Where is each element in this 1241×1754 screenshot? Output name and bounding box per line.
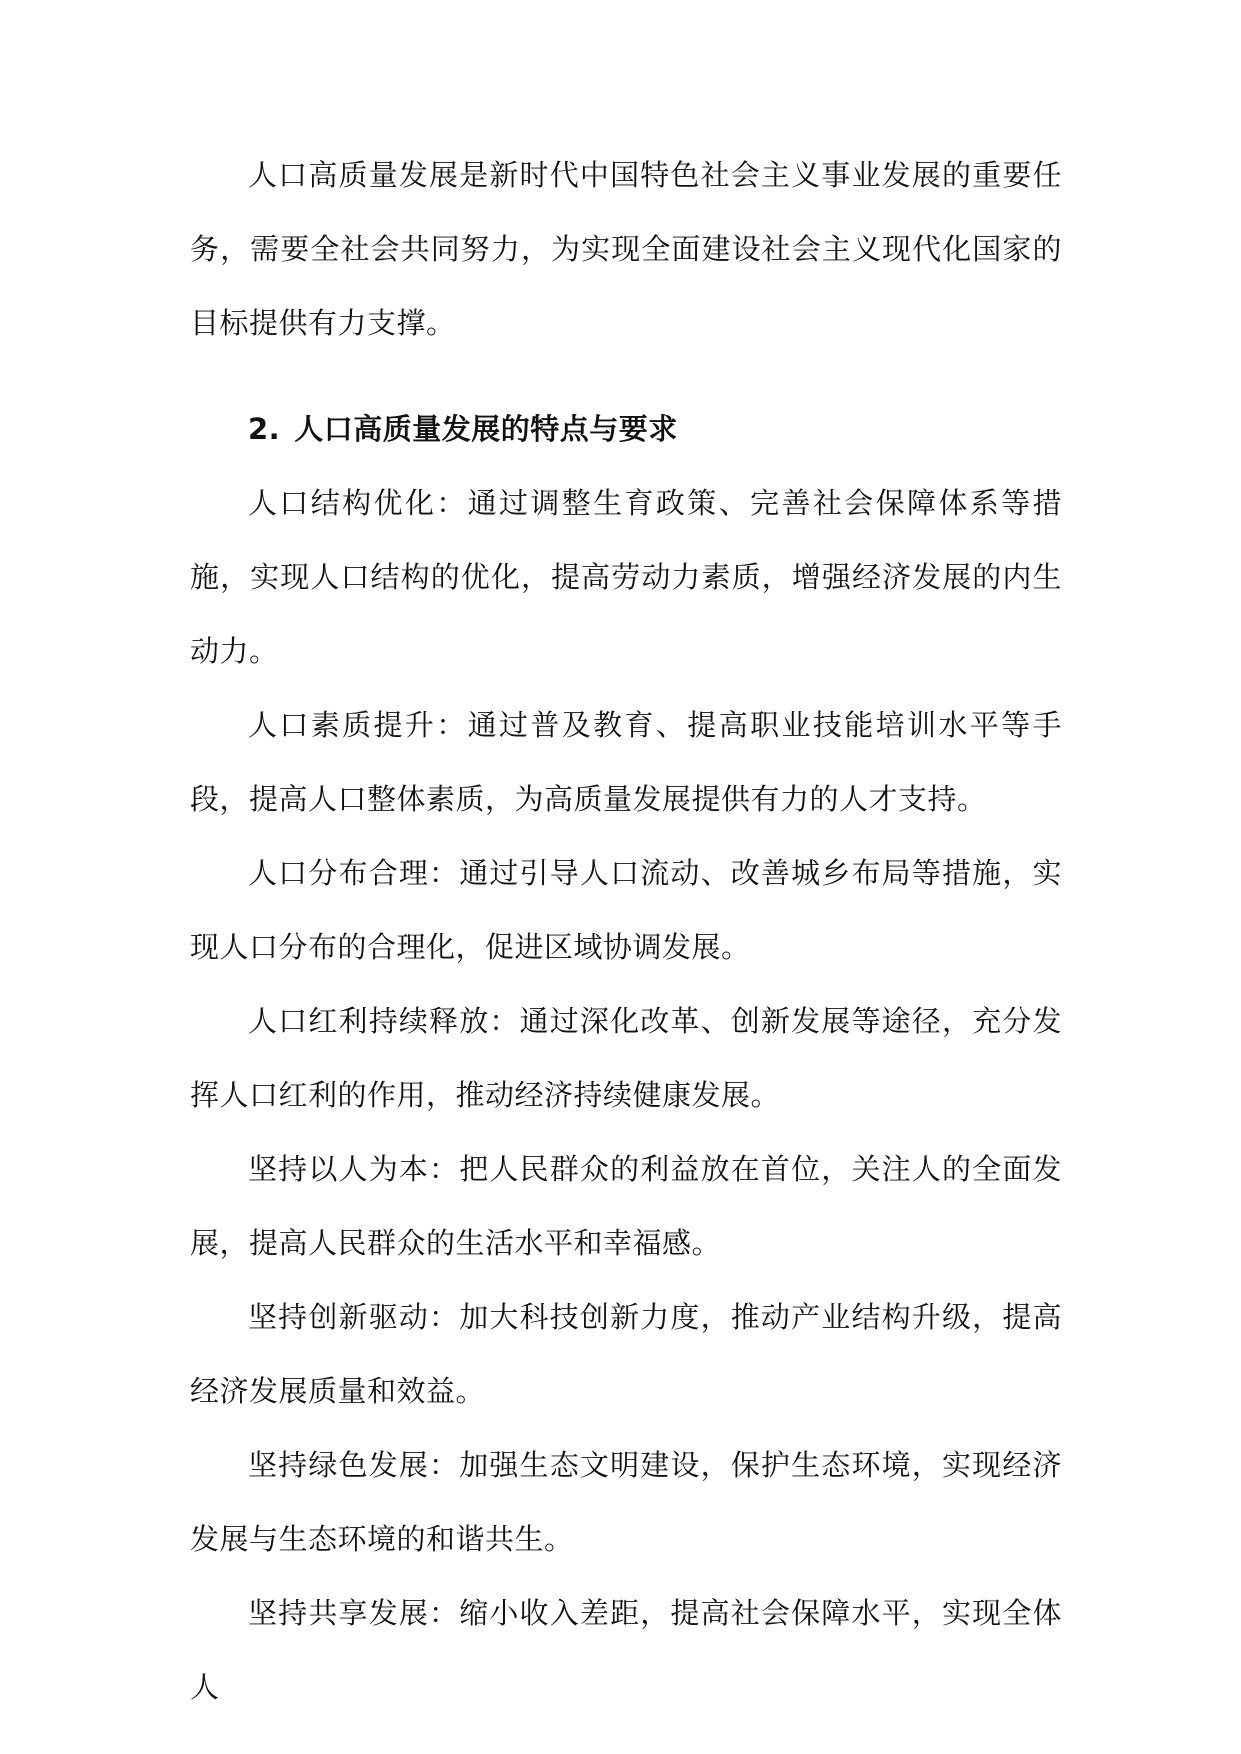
section-title: 人口高质量发展的特点与要求 bbox=[294, 412, 678, 446]
intro-paragraph: 人口高质量发展是新时代中国特色社会主义事业发展的重要任务，需要全社会共同努力，为实现全面建设社会主义现代化国家的目标提供有力支撑。 bbox=[190, 158, 1062, 340]
paragraph-green-development: 坚持绿色发展：加强生态文明建设，保护生态环境，实现经济发展与生态环境的和谐共生。 bbox=[190, 1448, 1062, 1556]
paragraph-population-distribution: 人口分布合理：通过引导人口流动、改善城乡布局等措施，实现人口分布的合理化，促进区域协调发展。 bbox=[190, 856, 1062, 964]
section-heading bbox=[190, 392, 1062, 466]
paragraph-people-centered: 坚持以人为本：把人民群众的利益放在首位，关注人的全面发展，提高人民群众的生活水平和幸福感。 bbox=[190, 1152, 1062, 1260]
paragraph-demographic-dividend: 人口红利持续释放：通过深化改革、创新发展等途径，充分发挥人口红利的作用，推动经济持续健康发展。 bbox=[190, 1004, 1062, 1112]
paragraph-population-structure: 人口结构优化：通过调整生育政策、完善社会保障体系等措施，实现人口结构的优化，提高劳动力素质，增强经济发展的内生动力。 bbox=[190, 486, 1062, 668]
document-body bbox=[190, 138, 1062, 1724]
paragraph-shared-development: 坚持共享发展：缩小收入差距，提高社会保障水平，实现全体人 bbox=[190, 1596, 1062, 1704]
paragraph-population-quality: 人口素质提升：通过普及教育、提高职业技能培训水平等手段，提高人口整体素质，为高质量发展提供有力的人才支持。 bbox=[190, 708, 1062, 816]
paragraph-innovation-driven: 坚持创新驱动：加大科技创新力度，推动产业结构升级，提高经济发展质量和效益。 bbox=[190, 1300, 1062, 1408]
section-number: 2. bbox=[248, 412, 281, 446]
